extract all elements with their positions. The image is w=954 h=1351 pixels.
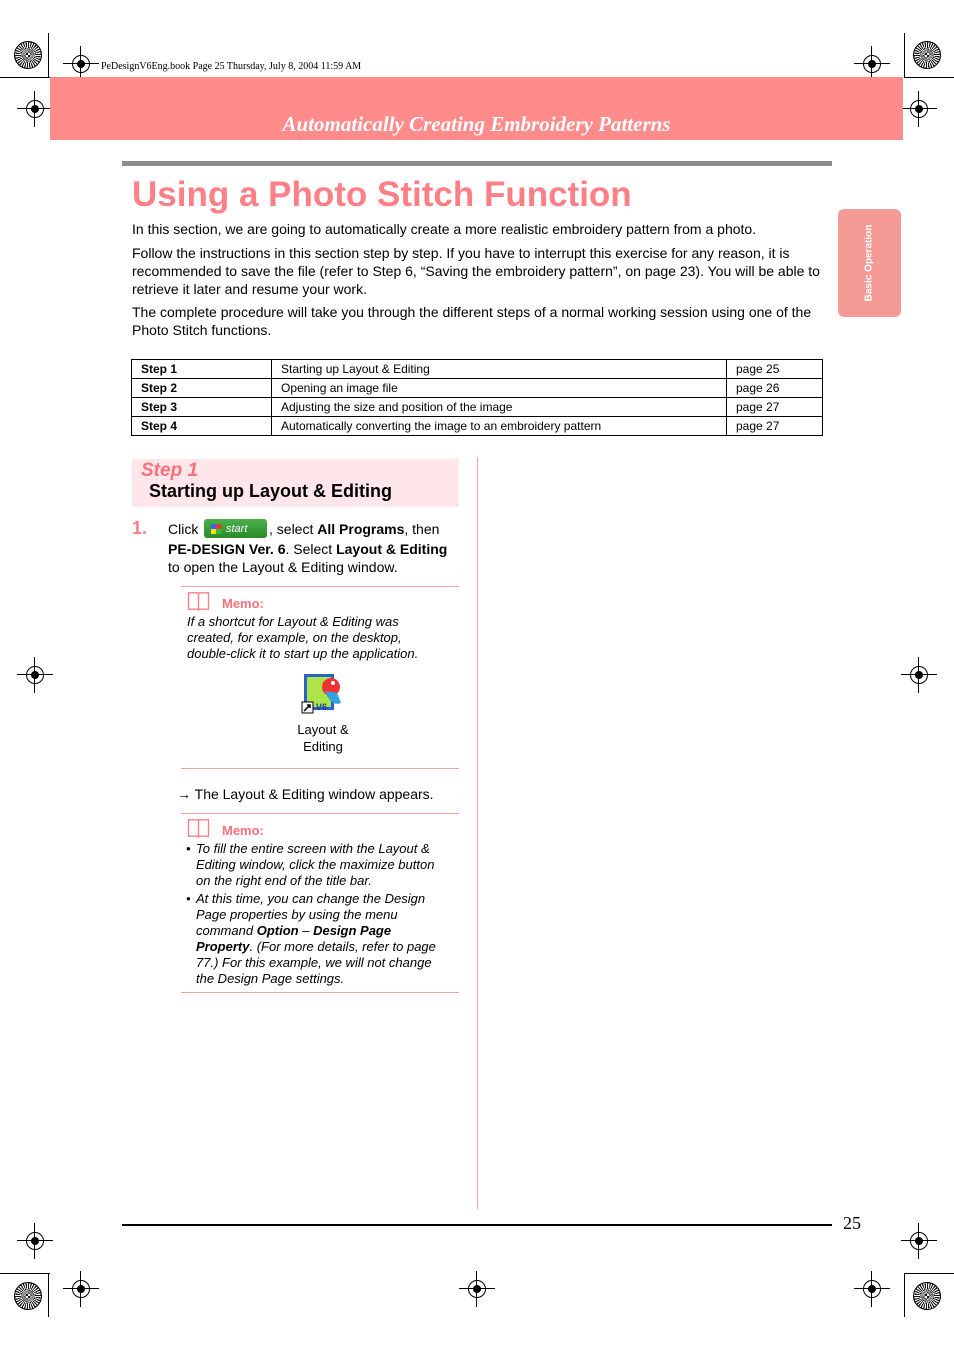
registration-mark-icon xyxy=(26,100,44,118)
registration-star-icon xyxy=(14,41,42,69)
text-select: , select xyxy=(269,521,314,537)
bullet-icon: • xyxy=(186,891,191,906)
registration-mark-icon xyxy=(863,55,881,73)
memo-text-part: At this time, you can change the Design Page properties by using the menu command xyxy=(196,891,426,938)
crop-mark xyxy=(904,33,905,77)
file-info: PeDesignV6Eng.book Page 25 Thursday, July 8, 2004 11:59 AM xyxy=(101,61,362,72)
registration-mark-icon xyxy=(910,1232,928,1250)
desc-cell: Opening an image file xyxy=(272,379,727,398)
page-cell: page 25 xyxy=(727,360,823,379)
memo-label: Memo: xyxy=(222,823,264,838)
step-heading: Starting up Layout & Editing xyxy=(149,481,392,501)
table-row xyxy=(132,417,823,436)
side-tab-label: Basic Operation xyxy=(863,224,875,302)
desc-cell: Adjusting the size and position of the image xyxy=(272,398,727,417)
registration-mark-icon xyxy=(72,55,90,73)
registration-mark-icon xyxy=(910,666,928,684)
memo-rule xyxy=(181,768,459,769)
page-cell: page 26 xyxy=(727,379,823,398)
shortcut-caption-line: Layout & xyxy=(297,722,349,737)
step-cell: Step 2 xyxy=(132,379,272,398)
memo-rule xyxy=(181,586,459,587)
step-cell: Step 1 xyxy=(132,360,272,379)
step-label: Step 1 xyxy=(141,460,199,481)
text-select2: . Select xyxy=(285,541,333,557)
book-icon xyxy=(186,591,211,611)
memo-text: If a shortcut for Layout & Editing was created, for example, on the desktop, double-click it to start up the application. xyxy=(187,614,419,661)
memo-label: Memo: xyxy=(222,596,264,611)
layout-editing-shortcut-icon[interactable] xyxy=(301,673,345,715)
registration-star-icon xyxy=(14,1282,42,1310)
registration-mark-icon xyxy=(26,1232,44,1250)
text-layout-editing: Layout & Editing xyxy=(336,541,448,557)
bullet-icon: • xyxy=(186,841,191,856)
text-then: , then xyxy=(404,521,440,537)
memo-rule xyxy=(181,813,459,814)
item-number: 1. xyxy=(132,518,148,538)
memo-rule xyxy=(181,992,459,993)
registration-mark-icon xyxy=(910,100,928,118)
desc-cell: Automatically converting the image to an embroidery pattern xyxy=(272,417,727,436)
table-row xyxy=(132,379,823,398)
crop-mark xyxy=(904,1273,954,1274)
instruction-line3: to open the Layout & Editing window. xyxy=(168,559,398,575)
instruction-click: Click xyxy=(168,521,199,537)
page-number: 25 xyxy=(843,1213,861,1233)
shortcut-caption-line: Editing xyxy=(303,739,343,754)
memo-text-part: . (For more details, refer to page 77.) For this example, we will not change the Design Page settings. xyxy=(196,939,436,986)
crop-mark xyxy=(48,1273,49,1317)
footer-rule xyxy=(122,1224,832,1226)
svg-text:V6: V6 xyxy=(316,702,328,712)
start-button[interactable] xyxy=(204,519,267,538)
registration-star-icon xyxy=(913,1282,941,1310)
text-pe-design: PE-DESIGN Ver. 6 xyxy=(168,541,286,557)
memo-dash: – xyxy=(302,923,310,938)
header-title: Automatically Creating Embroidery Patterns xyxy=(282,112,671,136)
crop-mark xyxy=(0,1273,50,1274)
page-title: Using a Photo Stitch Function xyxy=(132,175,632,214)
shortcut-caption xyxy=(283,721,363,755)
registration-mark-icon xyxy=(72,1280,90,1298)
registration-mark-icon xyxy=(863,1280,881,1298)
crop-mark xyxy=(48,33,49,77)
memo-bullet: To fill the entire screen with the Layout & Editing window, click the maximize button on the right end of the title bar. xyxy=(196,841,435,888)
memo-option: Option xyxy=(256,923,299,938)
registration-star-icon xyxy=(913,41,941,69)
crop-mark xyxy=(904,77,954,78)
result-text: → The Layout & Editing window appears. xyxy=(177,786,434,802)
memo-bullet xyxy=(196,891,451,987)
crop-mark xyxy=(904,1273,905,1317)
step-cell: Step 3 xyxy=(132,398,272,417)
table-row xyxy=(132,398,823,417)
steps-table xyxy=(131,359,823,436)
column-divider xyxy=(477,457,478,1209)
instruction-line1 xyxy=(269,520,439,539)
table-row xyxy=(132,360,823,379)
intro-paragraph: The complete procedure will take you through the different steps of a normal working session using one of the Photo Stitch functions. xyxy=(132,304,812,338)
intro-paragraph: In this section, we are going to automatically create a more realistic embroidery pattern from a photo. xyxy=(132,221,757,237)
text-all-programs: All Programs xyxy=(317,521,405,537)
page-cell: page 27 xyxy=(727,417,823,436)
start-button-label: start xyxy=(226,522,248,535)
crop-mark xyxy=(0,77,50,78)
intro-paragraph: Follow the instructions in this section step by step. If you have to interrupt this exercise for any reason, it is recommended to save the file (refer to Step 6, “Saving the embroidery pattern”, on page 23). You will be able to retrieve it later and resume your work. xyxy=(132,245,820,297)
windows-flag-icon xyxy=(211,524,221,534)
memo-design-page-property: Design Page Property xyxy=(196,923,392,954)
step-cell: Step 4 xyxy=(132,417,272,436)
book-icon xyxy=(186,818,211,838)
registration-mark-icon xyxy=(26,666,44,684)
instruction-line2 xyxy=(168,540,447,559)
side-tab xyxy=(838,209,901,317)
page-cell: page 27 xyxy=(727,398,823,417)
title-rule xyxy=(122,161,832,166)
registration-mark-icon xyxy=(468,1280,486,1298)
desc-cell: Starting up Layout & Editing xyxy=(272,360,727,379)
